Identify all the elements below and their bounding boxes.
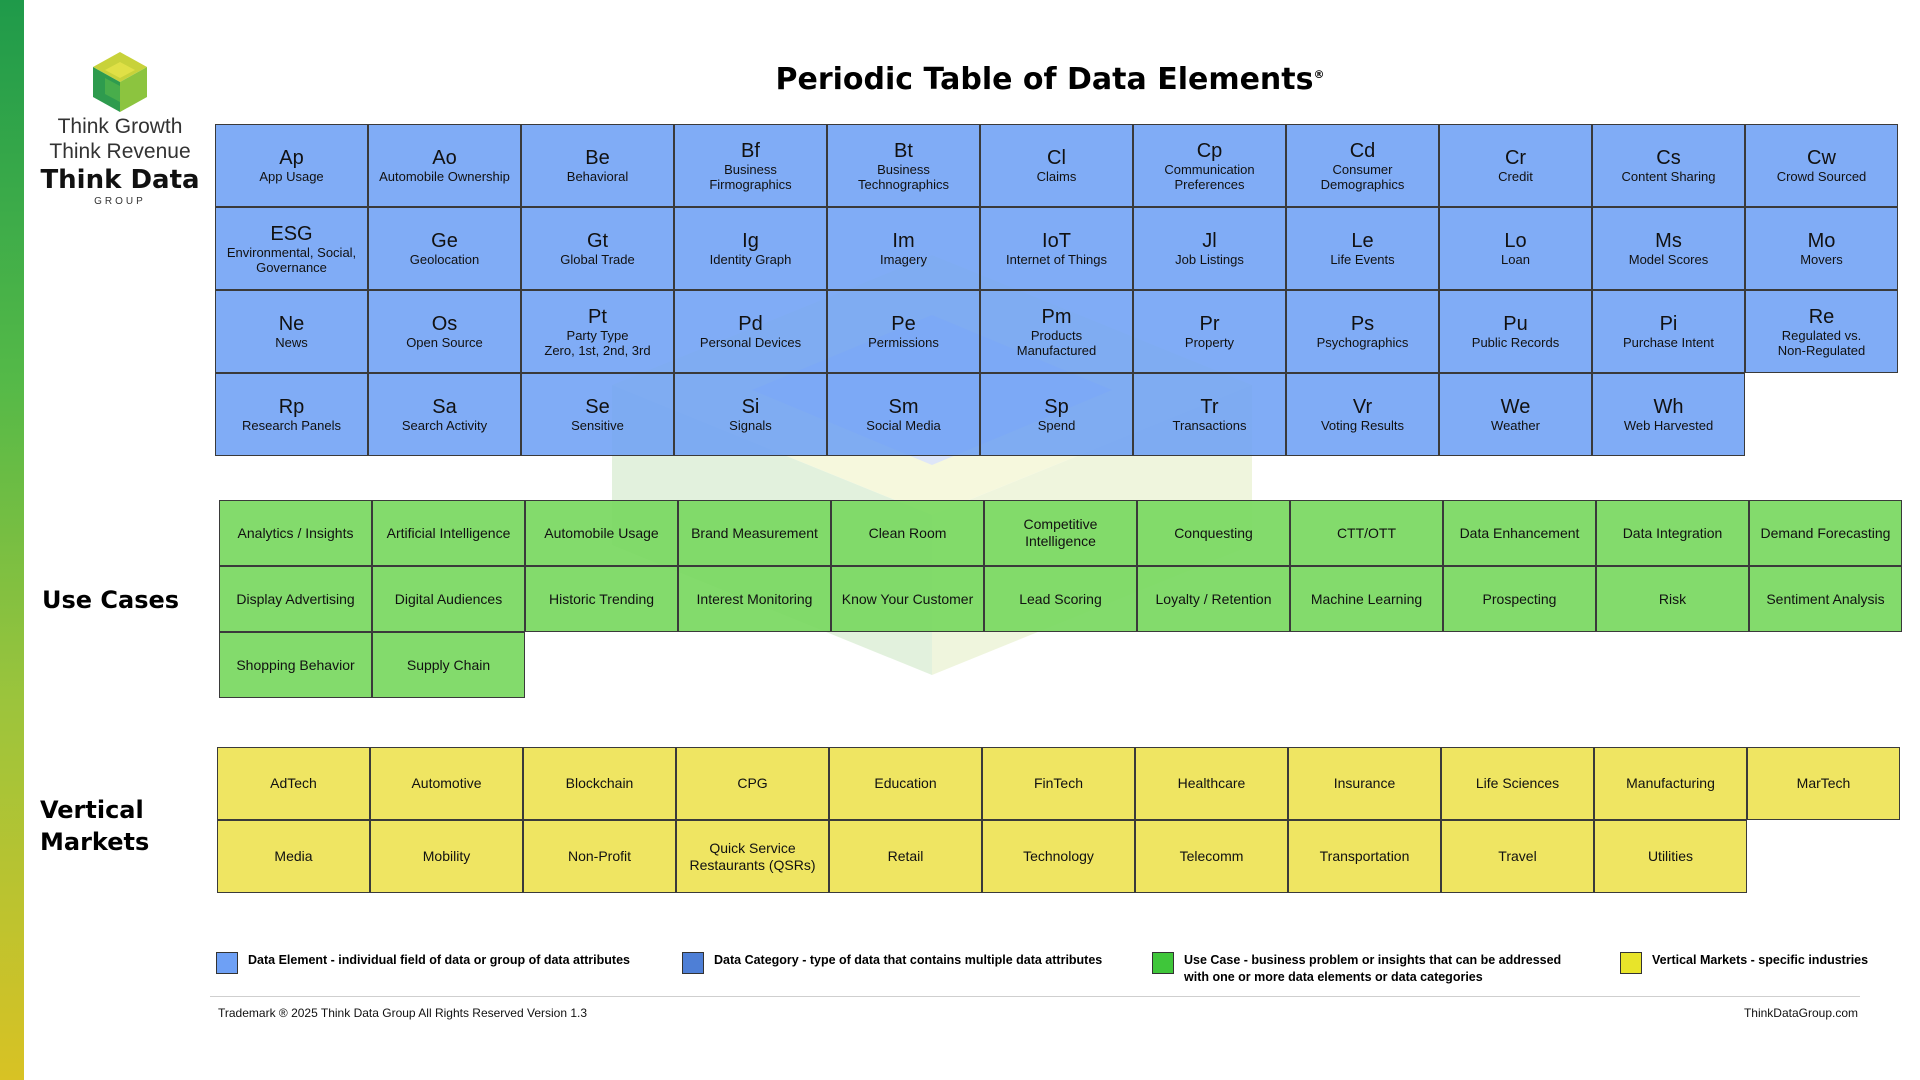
element-tile <box>827 373 980 456</box>
logo-tagline-1: Think Growth <box>57 115 183 138</box>
element-symbol: Cr <box>1504 147 1527 169</box>
element-symbol: We <box>1500 396 1531 418</box>
element-name: Automobile Ownership <box>379 169 510 184</box>
vertical-market-tile: Travel <box>1441 820 1594 893</box>
vertical-market-tile: Healthcare <box>1135 747 1288 820</box>
vertical-markets-label: Vertical Markets <box>40 796 150 856</box>
element-symbol: Sp <box>1044 396 1069 418</box>
element-tile <box>368 207 521 290</box>
use-case-tile: Competitive Intelligence <box>984 500 1137 566</box>
element-name: Psychographics <box>1316 335 1409 350</box>
vertical-market-tile: Automotive <box>370 747 523 820</box>
element-symbol: Bt <box>894 139 913 162</box>
vertical-market-tile: Utilities <box>1594 820 1747 893</box>
element-tile <box>1592 373 1745 456</box>
vertical-market-tile: Manufacturing <box>1594 747 1747 820</box>
element-tile <box>674 124 827 207</box>
element-name: Communication Preferences <box>1164 161 1255 192</box>
element-symbol: Pd <box>738 313 763 335</box>
element-tile <box>827 290 980 373</box>
element-symbol: Lo <box>1504 230 1527 252</box>
element-symbol: Rp <box>278 396 305 418</box>
page-title-text: Periodic Table of Data Elements <box>775 62 1314 97</box>
use-case-tile: Brand Measurement <box>678 500 831 566</box>
element-tile <box>1439 290 1592 373</box>
element-tile <box>1286 290 1439 373</box>
element-symbol: Ps <box>1350 313 1375 335</box>
vertical-market-tile: Blockchain <box>523 747 676 820</box>
legend-use-case <box>1152 952 1561 992</box>
use-case-tile: Data Integration <box>1596 500 1749 566</box>
vertical-market-tile: Technology <box>982 820 1135 893</box>
use-case-tile: Risk <box>1596 566 1749 632</box>
vertical-market-tile: AdTech <box>217 747 370 820</box>
data-elements-grid <box>215 124 1898 456</box>
element-tile <box>215 373 368 456</box>
element-name: Movers <box>1800 252 1843 267</box>
use-case-tile: Display Advertising <box>219 566 372 632</box>
element-name: Business Technographics <box>857 161 950 192</box>
logo-brand: Think Data <box>40 165 200 195</box>
logo-group: GROUP <box>94 196 146 207</box>
element-symbol: Ap <box>279 147 304 169</box>
element-tile <box>521 373 674 456</box>
element-name: Life Events <box>1330 252 1395 267</box>
footer-copyright: Trademark ® 2025 Think Data Group All Rights Reserved Version 1.3 <box>218 1006 588 1020</box>
element-symbol: Cd <box>1349 139 1376 162</box>
element-tile <box>1286 207 1439 290</box>
vertical-market-tile: Insurance <box>1288 747 1441 820</box>
element-tile <box>1745 207 1898 290</box>
use-case-tile: Demand Forecasting <box>1749 500 1902 566</box>
vertical-market-tile: Telecomm <box>1135 820 1288 893</box>
element-name: Credit <box>1498 169 1533 184</box>
element-tile <box>1439 207 1592 290</box>
element-symbol: Se <box>585 396 610 418</box>
element-name: Loan <box>1501 252 1530 267</box>
legend-vertical <box>1620 952 1868 992</box>
element-symbol: Cp <box>1196 139 1223 162</box>
element-name: Permissions <box>868 335 939 350</box>
element-symbol: Bf <box>741 139 760 162</box>
use-case-tile: Automobile Usage <box>525 500 678 566</box>
element-tile <box>1592 124 1745 207</box>
element-name: News <box>275 335 308 350</box>
vertical-market-tile: Non-Profit <box>523 820 676 893</box>
element-symbol: Ge <box>431 230 458 252</box>
element-symbol: Pr <box>1199 313 1220 335</box>
element-tile <box>1745 290 1898 373</box>
vertical-market-tile: Retail <box>829 820 982 893</box>
element-name: Model Scores <box>1628 252 1709 267</box>
element-symbol: Pe <box>891 313 916 335</box>
registered-mark: ® <box>1313 68 1325 81</box>
element-symbol: Gt <box>586 230 609 252</box>
legend-text-vertical: Vertical Markets - specific industries <box>1652 953 1869 967</box>
element-symbol: Pm <box>1041 305 1072 328</box>
use-case-tile: Machine Learning <box>1290 566 1443 632</box>
use-case-tile: Interest Monitoring <box>678 566 831 632</box>
element-tile <box>980 290 1133 373</box>
legend-data-category <box>682 952 1102 992</box>
use-case-tile: Know Your Customer <box>831 566 984 632</box>
element-name: Personal Devices <box>699 335 802 350</box>
element-tile <box>1133 373 1286 456</box>
legend-text-element: Data Element - individual field of data or group of data attributes <box>248 953 630 967</box>
use-case-tile: Lead Scoring <box>984 566 1137 632</box>
element-name: Research Panels <box>242 418 341 433</box>
element-symbol: Ms <box>1655 230 1682 252</box>
element-symbol: Sm <box>888 396 919 418</box>
legend-swatch-category <box>682 952 704 974</box>
use-case-tile: CTT/OTT <box>1290 500 1443 566</box>
element-symbol: Cs <box>1656 147 1681 169</box>
element-name: Crowd Sourced <box>1776 169 1867 184</box>
element-name: Geolocation <box>409 252 480 267</box>
use-cases-grid <box>219 500 1902 698</box>
element-symbol: Cw <box>1807 147 1836 169</box>
vertical-market-tile: Mobility <box>370 820 523 893</box>
vertical-market-tile: Education <box>829 747 982 820</box>
element-tile <box>1286 373 1439 456</box>
element-tile <box>368 373 521 456</box>
element-name: Signals <box>729 418 772 433</box>
element-tile <box>521 290 674 373</box>
element-name: Internet of Things <box>1006 252 1107 267</box>
element-symbol: Jl <box>1202 230 1217 252</box>
element-name: Behavioral <box>566 169 629 184</box>
element-tile <box>215 124 368 207</box>
element-name: Sensitive <box>571 418 624 433</box>
vertical-markets-grid <box>217 747 1900 893</box>
use-case-tile: Loyalty / Retention <box>1137 566 1290 632</box>
element-symbol: Pt <box>588 305 607 328</box>
use-cases-label: Use Cases <box>42 586 180 614</box>
use-case-tile: Analytics / Insights <box>219 500 372 566</box>
element-tile <box>674 290 827 373</box>
element-name: Spend <box>1037 418 1076 433</box>
vertical-market-tile: Media <box>217 820 370 893</box>
footer-divider <box>210 996 1860 997</box>
element-tile <box>980 207 1133 290</box>
element-name: Content Sharing <box>1621 169 1716 184</box>
footer-website: ThinkDataGroup.com <box>1743 1006 1858 1020</box>
vertical-market-tile: FinTech <box>982 747 1135 820</box>
element-symbol: Sa <box>432 396 457 418</box>
element-symbol: Vr <box>1352 396 1373 418</box>
element-symbol: Pi <box>1659 313 1678 335</box>
use-case-tile: Digital Audiences <box>372 566 525 632</box>
element-name: Voting Results <box>1320 418 1405 433</box>
legend-swatch-use-case <box>1152 952 1174 974</box>
element-symbol: Re <box>1808 305 1835 328</box>
element-tile <box>368 124 521 207</box>
vertical-market-tile: MarTech <box>1747 747 1900 820</box>
element-symbol: Ne <box>278 313 305 335</box>
use-case-tile: Shopping Behavior <box>219 632 372 698</box>
element-tile <box>1286 124 1439 207</box>
vertical-market-tile: Life Sciences <box>1441 747 1594 820</box>
element-tile <box>827 207 980 290</box>
use-case-tile: Historic Trending <box>525 566 678 632</box>
element-name: Global Trade <box>560 252 635 267</box>
element-name: Imagery <box>880 252 927 267</box>
element-name: App Usage <box>259 169 324 184</box>
use-case-tile: Sentiment Analysis <box>1749 566 1902 632</box>
element-symbol: Os <box>431 313 458 335</box>
element-name: Job Listings <box>1175 252 1244 267</box>
element-symbol: ESG <box>270 222 313 245</box>
element-symbol: Mo <box>1807 230 1836 252</box>
legend-text-use-case: Use Case - business problem or insights that can be addressed with one or more data elements or data categories <box>1184 953 1562 984</box>
element-tile <box>215 207 368 290</box>
element-tile <box>215 290 368 373</box>
element-tile <box>1592 290 1745 373</box>
vertical-market-tile: Quick Service Restaurants (QSRs) <box>676 820 829 893</box>
element-tile <box>674 373 827 456</box>
element-symbol: Pu <box>1503 313 1528 335</box>
element-name: Regulated vs. Non-Regulated <box>1777 327 1866 358</box>
element-name: Purchase Intent <box>1622 335 1715 350</box>
element-name: Search Activity <box>401 418 488 433</box>
element-name: Consumer Demographics <box>1320 161 1405 192</box>
use-case-tile: Clean Room <box>831 500 984 566</box>
element-tile <box>1439 124 1592 207</box>
element-tile <box>1745 124 1898 207</box>
element-symbol: Tr <box>1200 396 1219 418</box>
element-tile <box>521 124 674 207</box>
element-symbol: Ao <box>432 147 457 169</box>
legend-swatch-element <box>216 952 238 974</box>
accent-sidebar <box>0 0 24 1080</box>
element-symbol: Be <box>585 147 610 169</box>
element-tile <box>1439 373 1592 456</box>
element-tile <box>1133 124 1286 207</box>
element-tile <box>368 290 521 373</box>
element-name: Web Harvested <box>1623 418 1714 433</box>
element-symbol: Wh <box>1653 396 1684 418</box>
element-symbol: IoT <box>1042 230 1071 252</box>
element-symbol: Le <box>1351 230 1374 252</box>
legend-data-element <box>216 952 630 992</box>
element-tile <box>827 124 980 207</box>
use-case-tile: Conquesting <box>1137 500 1290 566</box>
element-name: Party Type Zero, 1st, 2nd, 3rd <box>544 327 651 358</box>
use-case-tile: Artificial Intelligence <box>372 500 525 566</box>
element-symbol: Cl <box>1047 147 1066 169</box>
vertical-market-tile: CPG <box>676 747 829 820</box>
element-name: Environmental, Social, Governance <box>226 244 357 275</box>
logo-tagline-2: Think Revenue <box>49 140 191 163</box>
element-tile <box>980 124 1133 207</box>
element-name: Products Manufactured <box>1016 327 1097 358</box>
use-case-tile: Prospecting <box>1443 566 1596 632</box>
element-symbol: Im <box>892 230 915 252</box>
element-tile <box>1592 207 1745 290</box>
legend-text-category: Data Category - type of data that contains multiple data attributes <box>714 953 1103 967</box>
element-tile <box>674 207 827 290</box>
legend-swatch-vertical <box>1620 952 1642 974</box>
element-name: Claims <box>1036 169 1077 184</box>
element-name: Weather <box>1491 418 1540 433</box>
element-tile <box>1133 290 1286 373</box>
element-name: Business Firmographics <box>709 161 792 192</box>
vertical-market-tile: Transportation <box>1288 820 1441 893</box>
element-name: Open Source <box>406 335 483 350</box>
element-name: Property <box>1184 335 1235 350</box>
element-name: Transactions <box>1172 418 1247 433</box>
element-tile <box>1133 207 1286 290</box>
element-symbol: Ig <box>742 230 759 252</box>
use-case-tile: Data Enhancement <box>1443 500 1596 566</box>
use-case-tile: Supply Chain <box>372 632 525 698</box>
element-name: Public Records <box>1471 335 1560 350</box>
element-symbol: Si <box>741 396 760 418</box>
page-title <box>0 62 1920 97</box>
element-tile <box>980 373 1133 456</box>
element-name: Social Media <box>866 418 941 433</box>
element-name: Identity Graph <box>709 252 792 267</box>
element-tile <box>521 207 674 290</box>
